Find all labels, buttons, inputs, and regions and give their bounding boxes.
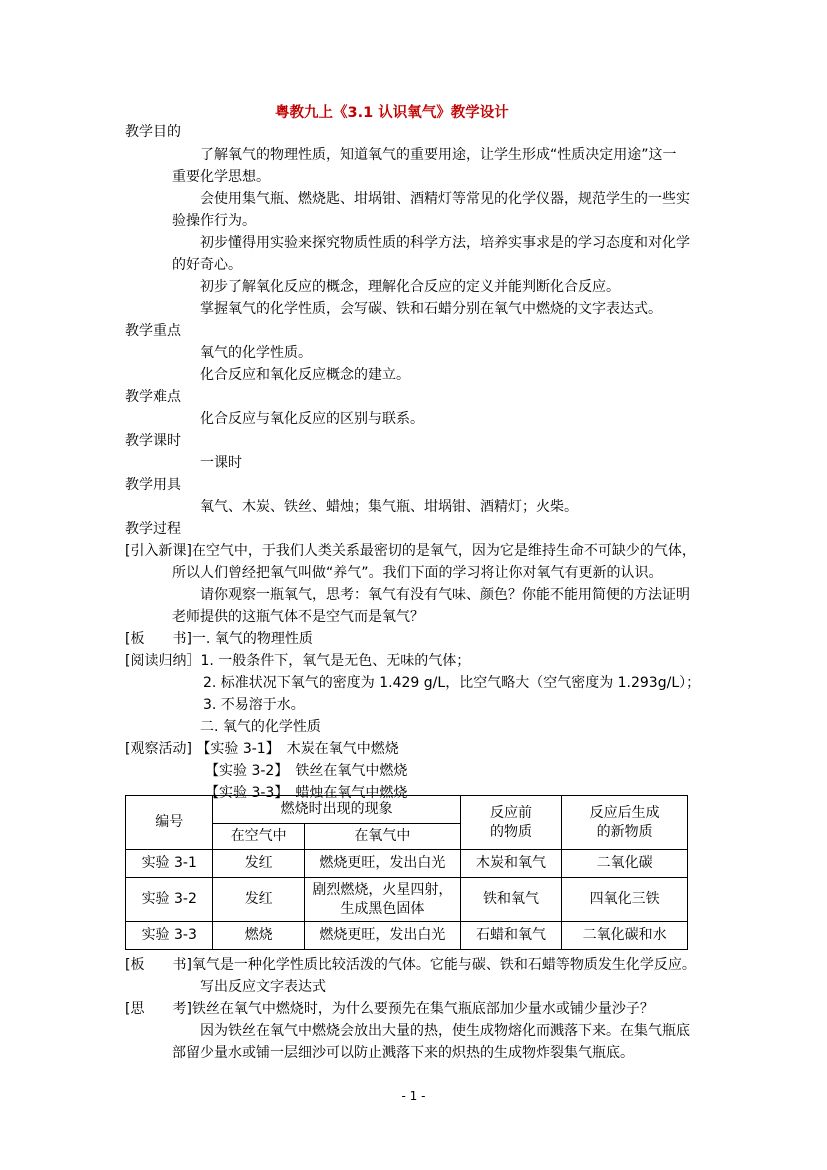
reactants-line-1: 反应前: [490, 804, 533, 821]
row-in-oxygen: 燃烧更旺，发出白光: [304, 850, 460, 878]
read-item-2: 2. 标准状况下氧气的密度为 1.429 g/L，比空气略大（空气密度为 1.293g/L）；: [203, 675, 701, 691]
difficult-1: 化合反应与氧化反应的区别与联系。: [200, 411, 424, 427]
products-line-1: 反应后生成: [589, 804, 660, 821]
goals-heading: 教学目的: [125, 124, 181, 140]
observe-experiment-3: 【实验 3-3】 蜡烛在氧气中燃烧: [205, 785, 408, 801]
reactants-line-2: 的物质: [490, 823, 533, 840]
table-row: [126, 878, 688, 922]
experiment-table: [125, 795, 688, 950]
oxygen-line-1: 剧烈燃烧，火星四射，: [312, 881, 453, 898]
products-line-2: 的新物质: [596, 823, 653, 840]
table-header-phenomenon: 燃烧时出现的现象: [213, 796, 460, 824]
row-products: 二氧化碳和水: [562, 922, 688, 950]
observe-experiment-1: [观察活动] 【实验 3-1】 木炭在氧气中燃烧: [125, 741, 399, 757]
board-physical-heading: [板 书]一. 氧气的物理性质: [125, 631, 313, 647]
key-2: 化合反应和氧化反应概念的建立。: [200, 367, 410, 383]
table-row: [126, 850, 688, 878]
row-in-oxygen: 燃烧更旺，发出白光: [304, 922, 460, 950]
tools-heading: 教学用具: [125, 477, 181, 493]
intro-line-3: 请你观察一瓶氧气，思考：氧气有没有气味、颜色？你能不能用简便的方法证明: [200, 587, 690, 603]
row-number: 实验 3-3: [126, 922, 213, 950]
row-products: 四氧化三铁: [562, 878, 688, 922]
row-reactants: 石蜡和氧气: [460, 922, 562, 950]
difficult-heading: 教学难点: [125, 389, 181, 405]
page-number: - 1 -: [401, 1089, 426, 1103]
intro-line-4: 老师提供的这瓶气体不是空气而是氧气？: [172, 609, 424, 625]
goal-2-line-2: 验操作行为。: [172, 213, 256, 229]
read-item-3: 3. 不易溶于水。: [203, 697, 305, 713]
goal-5: 掌握氧气的化学性质，会写碳、铁和石蜡分别在氧气中燃烧的文字表达式。: [200, 301, 662, 317]
row-number: 实验 3-2: [126, 878, 213, 922]
row-in-air: 发红: [213, 850, 304, 878]
table-header-number: 编号: [126, 796, 213, 850]
process-heading: 教学过程: [125, 521, 181, 537]
key-heading: 教学重点: [125, 323, 181, 339]
board-conclusion: [板 书]氧气是一种化学性质比较活泼的气体。它能与碳、铁和石蜡等物质发生化学反应。: [125, 957, 696, 973]
hours-1: 一课时: [200, 455, 242, 471]
goal-4: 初步了解氧化反应的概念，理解化合反应的定义并能判断化合反应。: [200, 279, 620, 295]
intro-line-2: 所以人们曾经把氧气叫做“养气”。我们下面的学习将让你对氧气有更新的认识。: [172, 565, 663, 581]
document-title: 粤教九上《3.1 认识氧气》教学设计: [275, 105, 509, 121]
goal-1-line-2: 重要化学思想。: [172, 169, 270, 185]
row-number: 实验 3-1: [126, 850, 213, 878]
table-header-products: [562, 796, 688, 850]
row-products: 二氧化碳: [562, 850, 688, 878]
row-reactants: 铁和氧气: [460, 878, 562, 922]
think-answer-line-2: 部留少量水或铺一层细沙可以防止溅落下来的炽热的生成物炸裂集气瓶底。: [172, 1045, 634, 1061]
goal-2-line-1: 会使用集气瓶、燃烧匙、坩埚钳、酒精灯等常见的化学仪器，规范学生的一些实: [200, 191, 690, 207]
think-answer-line-1: 因为铁丝在氧气中燃烧会放出大量的热，使生成物熔化而溅落下来。在集气瓶底: [200, 1023, 690, 1039]
row-in-air: 发红: [213, 878, 304, 922]
goal-3-line-1: 初步懂得用实验来探究物质性质的科学方法，培养实事求是的学习态度和对化学: [200, 235, 690, 251]
oxygen-line-2: 生成黑色固体: [340, 900, 425, 917]
intro-line-1: [引入新课]在空气中，于我们人类关系最密切的是氧气，因为它是维持生命不可缺少的气体，: [125, 543, 696, 559]
row-reactants: 木炭和氧气: [460, 850, 562, 878]
row-in-oxygen: [304, 878, 460, 922]
table-header-in-oxygen: 在氧气中: [304, 824, 460, 850]
read-item-1: [阅读归纳］1. 一般条件下，氧气是无色、无味的气体；: [125, 653, 471, 669]
table-header-reactants: [460, 796, 562, 850]
tools-1: 氧气、木炭、铁丝、蜡烛；集气瓶、坩埚钳、酒精灯；火柴。: [200, 499, 578, 515]
observe-experiment-2: 【实验 3-2】 铁丝在氧气中燃烧: [205, 763, 408, 779]
chemical-properties-heading: 二. 氧气的化学性质: [200, 719, 321, 735]
key-1: 氧气的化学性质。: [200, 345, 312, 361]
table-header-in-air: 在空气中: [213, 824, 304, 850]
goal-1-line-1: 了解氧气的物理性质，知道氧气的重要用途，让学生形成“性质决定用途”这一: [200, 147, 677, 163]
goal-3-line-2: 的好奇心。: [172, 257, 242, 273]
row-in-air: 燃烧: [213, 922, 304, 950]
think-question: [思 考]铁丝在氧气中燃烧时，为什么要预先在集气瓶底部加少量水或铺少量沙子？: [125, 1001, 654, 1017]
table-row: [126, 922, 688, 950]
hours-heading: 教学课时: [125, 433, 181, 449]
board-expressions: 写出反应文字表达式: [200, 979, 326, 995]
